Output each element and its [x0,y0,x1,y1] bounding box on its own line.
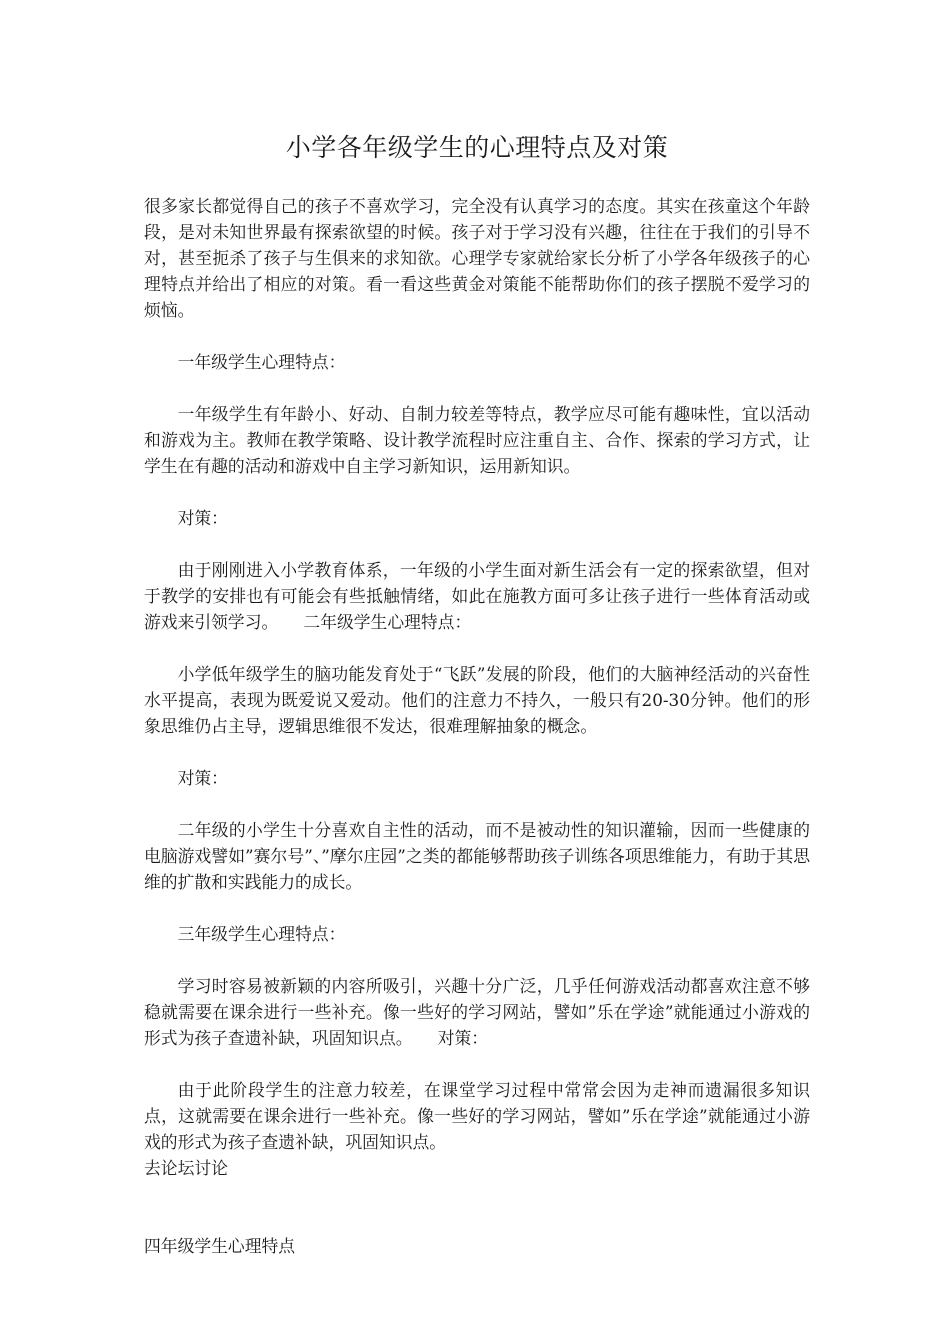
intro-paragraph: 很多家长都觉得自己的孩子不喜欢学习，完全没有认真学习的态度。其实在孩童这个年龄段，是对未知世界最有探索欲望的时候。孩子对于学习没有兴趣，往往在于我们的引导不对，甚至扼杀了孩子与生俱来的求知欲。心理学专家就给家长分析了小学各年级孩子的心理特点并给出了相应的对策。看一看这些黄金对策能不能帮助你们的孩子摆脱不爱学习的烦恼。 [144,196,810,320]
grade1-traits-paragraph: 一年级学生有年龄小、好动、自制力较差等特点，教学应尽可能有趣味性，宜以活动和游戏为主。教师在教学策略、设计教学流程时应注重自主、合作、探索的学习方式，让学生在有趣的活动和游戏中自主学习新知识，运用新知识。 [144,404,810,476]
grade2-strategy-heading: 对策： [177,768,228,788]
grade3-heading: 三年级学生心理特点： [177,924,346,944]
grade2-traits-paragraph: 小学低年级学生的脑功能发育处于“飞跃”发展的阶段，他们的大脑神经活动的兴奋性水平提高，表现为既爱说又爱动。他们的注意力不持久，一般只有20-30分钟。他们的形象思维仍占主导，逻辑思维很不发达，很难理解抽象的概念。 [144,664,810,736]
grade3-traits-paragraph: 学习时容易被新颖的内容所吸引，兴趣十分广泛，几乎任何游戏活动都喜欢注意不够稳就需要在课余进行一些补充。像一些好的学习网站，譬如”乐在学途”就能通过小游戏的形式为孩子查遗补缺，巩固知识点。 对策： [144,976,810,1048]
grade2-strategy-paragraph: 二年级的小学生十分喜欢自主性的活动，而不是被动性的知识灌输，因而一些健康的电脑游戏譬如”赛尔号”、”摩尔庄园”之类的都能够帮助孩子训练各项思维能力，有助于其思维的扩散和实践能力的成长。 [144,820,810,892]
grade1-strategy-paragraph: 由于刚刚进入小学教育体系，一年级的小学生面对新生活会有一定的探索欲望，但对于教学的安排也有可能会有些抵触情绪，如此在施教方面可多让孩子进行一些体育活动或游戏来引领学习。 二年级学生心理特点： [144,560,810,632]
forum-discussion-link: 去论坛讨论 [144,1158,228,1178]
grade3-strategy-paragraph: 由于此阶段学生的注意力较差，在课堂学习过程中常常会因为走神而遗漏很多知识点，这就需要在课余进行一些补充。像一些好的学习网站，譬如”乐在学途”就能通过小游戏的形式为孩子查遗补缺，巩固知识点。 [144,1080,810,1152]
grade1-heading: 一年级学生心理特点： [177,352,346,372]
document-body [144,193,810,1259]
grade4-heading: 四年级学生心理特点 [144,1236,296,1256]
document-title: 小学各年级学生的心理特点及对策 [285,133,669,162]
grade1-strategy-heading: 对策： [177,508,228,528]
